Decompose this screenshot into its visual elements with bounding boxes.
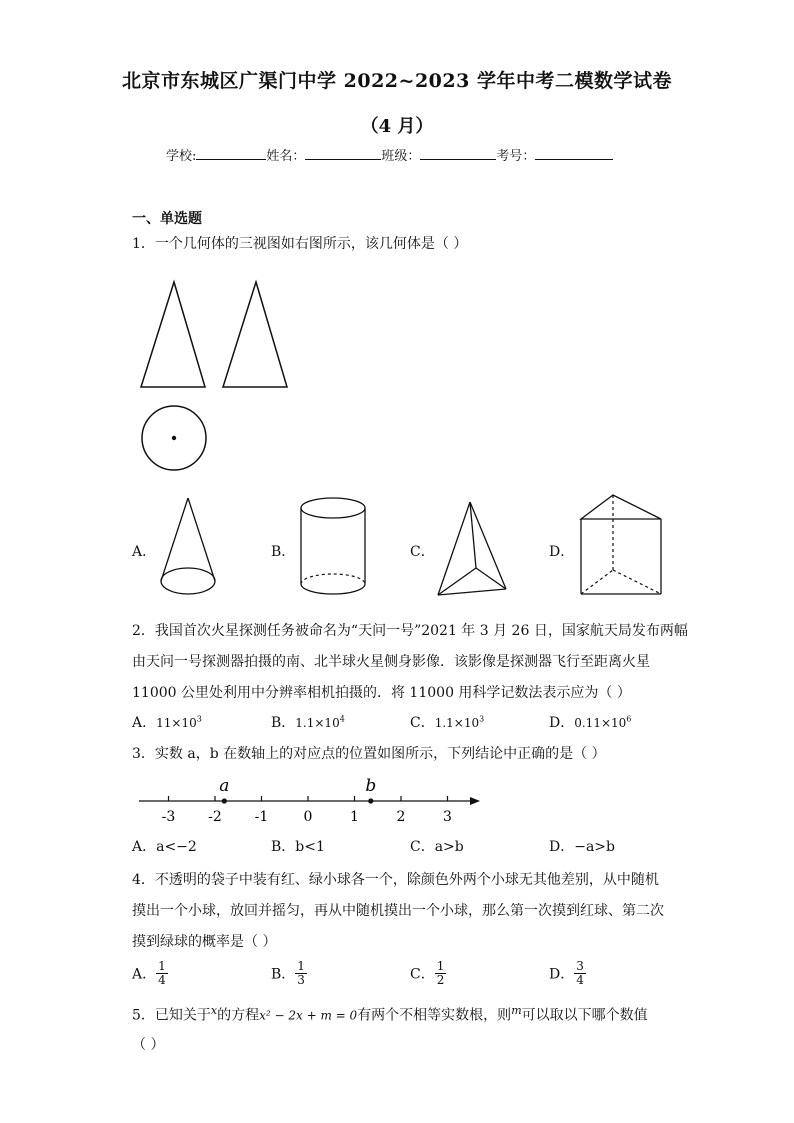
q5-suffix: 可以取以下哪个数值 — [521, 1007, 648, 1024]
q3-option-c[interactable]: C．a>b — [410, 839, 464, 855]
school-label: 学校: — [166, 149, 197, 164]
question-4-line-2: 摸出一个小球，放回并摇匀，再从中随机摸出一个小球，那么第一次摸到红球、第二次 — [132, 903, 664, 919]
q3-option-d[interactable]: D．−a>b — [549, 839, 615, 855]
exam-title: 北京市东城区广渠门中学 2022~2023 学年中考二模数学试卷 — [122, 70, 672, 92]
q2-option-d-exp: 6 — [626, 714, 632, 724]
class-label: 班级： — [381, 149, 421, 164]
question-2-line-3: 11000 公里处利用中分辨率相机拍摄的．将 11000 用科学记数法表示应为（ ） — [132, 685, 631, 701]
q1-option-b-label[interactable]: B． — [271, 544, 296, 560]
question-2-line-1: 2．我国首次火星探测任务被命名为“天问一号”2021 年 3 月 26 日，国家航天局发布两幅 — [132, 623, 688, 639]
number-line-figure — [135, 768, 485, 826]
q2-option-d-base: 0.11×10 — [574, 716, 627, 730]
option-a-cone-figure — [155, 494, 235, 600]
q2-option-b[interactable] — [271, 712, 345, 732]
q2-option-d[interactable] — [549, 712, 631, 732]
q4-option-a-letter: A． — [132, 966, 157, 983]
q2-option-d-letter: D． — [549, 715, 575, 731]
q5-var-x: x — [210, 1004, 218, 1017]
name-blank[interactable] — [305, 147, 381, 160]
q2-option-c[interactable] — [410, 712, 484, 732]
q4-option-d[interactable] — [549, 960, 586, 987]
option-b-cylinder-figure — [295, 494, 375, 604]
question-5-line-2: （ ） — [132, 1037, 165, 1053]
question-4-line-1: 4．不透明的袋子中装有红、绿小球各一个，除颜色外两个小球无其他差别，从中随机 — [132, 872, 659, 888]
option-d-prism-figure — [573, 490, 668, 605]
q4-option-d-letter: D． — [549, 966, 575, 983]
q4-option-a[interactable] — [132, 960, 168, 987]
question-4-line-3: 摸到绿球的概率是（ ） — [132, 934, 277, 950]
q4-option-d-numerator: 3 — [576, 959, 584, 973]
q4-option-c-fraction — [435, 960, 447, 987]
number-line-tick-label: 2 — [396, 809, 406, 825]
class-blank[interactable] — [420, 147, 496, 160]
option-c-pyramid-figure — [432, 496, 512, 602]
number-line-point-a-dot — [222, 798, 227, 803]
exam-subtitle: （4 月） — [360, 116, 434, 137]
q4-option-d-fraction — [574, 960, 586, 987]
q5-mid: 的方程 — [217, 1007, 260, 1024]
q4-option-c-numerator: 1 — [436, 959, 445, 973]
q4-option-d-denominator: 4 — [576, 973, 584, 987]
q5-prefix: 5．已知关于 — [132, 1007, 211, 1024]
q4-option-a-fraction — [156, 960, 168, 987]
student-info-line — [166, 145, 613, 164]
q2-option-c-base: 1.1×10 — [434, 716, 480, 730]
q4-option-b[interactable] — [271, 960, 307, 987]
side-view-triangle — [223, 282, 287, 387]
q2-option-b-letter: B． — [271, 715, 296, 731]
q1-option-d-label[interactable]: D． — [549, 544, 575, 560]
q2-option-a[interactable] — [132, 712, 202, 732]
q4-option-a-numerator: 1 — [158, 959, 166, 973]
q2-option-c-exp: 3 — [479, 714, 485, 724]
number-line-tick-label: -3 — [161, 809, 176, 825]
q2-option-a-base: 11×10 — [156, 716, 197, 730]
q5-equation: x² − 2x + m = 0 — [259, 1008, 358, 1023]
q3-option-b[interactable]: B．b<1 — [271, 839, 325, 855]
q4-option-b-denominator: 3 — [297, 973, 305, 987]
number-line-point-a-label: a — [219, 776, 230, 796]
q2-option-b-base: 1.1×10 — [295, 716, 340, 730]
number-line-tick-label: 1 — [350, 809, 359, 825]
three-view-figure — [130, 270, 300, 480]
school-blank[interactable] — [196, 147, 266, 160]
number-line-tick-label: 3 — [443, 809, 452, 825]
number-label: 考号： — [496, 149, 536, 164]
question-2-line-2: 由天问一号探测器拍摄的南、北半球火星侧身影像．该影像是探测器飞行至距离火星 — [132, 654, 650, 670]
q4-option-b-fraction — [295, 960, 307, 987]
question-3-stem: 3．实数 a，b 在数轴上的对应点的位置如图所示，下列结论中正确的是（ ） — [132, 746, 606, 762]
q2-option-a-letter: A． — [132, 715, 157, 731]
q1-option-a-label[interactable]: A． — [132, 544, 157, 560]
number-blank[interactable] — [535, 147, 613, 160]
number-line-point-b-label: b — [365, 776, 377, 796]
q1-option-c-label[interactable]: C． — [410, 544, 435, 560]
q4-option-c[interactable] — [410, 960, 446, 987]
name-label: 姓名： — [266, 149, 306, 164]
number-line-arrow — [470, 797, 480, 805]
q3-option-a[interactable]: A．a<−2 — [132, 839, 197, 855]
q2-option-c-letter: C． — [410, 715, 435, 731]
question-1-stem: 1．一个几何体的三视图如右图所示，该几何体是（ ） — [132, 236, 468, 252]
q5-var-m: m — [511, 1004, 522, 1017]
section-title: 一、单选题 — [132, 211, 202, 227]
number-line-tick-label: 0 — [303, 809, 313, 825]
q4-option-a-denominator: 4 — [158, 973, 166, 987]
q4-option-c-denominator: 2 — [436, 973, 445, 987]
q4-option-c-letter: C． — [410, 966, 435, 983]
number-line-point-b-dot — [368, 798, 373, 803]
q2-option-b-exp: 4 — [339, 714, 345, 724]
front-view-triangle — [141, 282, 205, 387]
q5-mid2: 有两个不相等实数根，则 — [357, 1007, 512, 1024]
number-line-tick-label: -1 — [254, 809, 269, 825]
q4-option-b-numerator: 1 — [297, 959, 305, 973]
question-5-line-1 — [132, 1004, 648, 1025]
number-line-tick-label: -2 — [208, 809, 222, 825]
q4-option-b-letter: B． — [271, 966, 296, 983]
q2-option-a-exp: 3 — [196, 714, 202, 724]
top-view-center-dot — [172, 436, 176, 440]
